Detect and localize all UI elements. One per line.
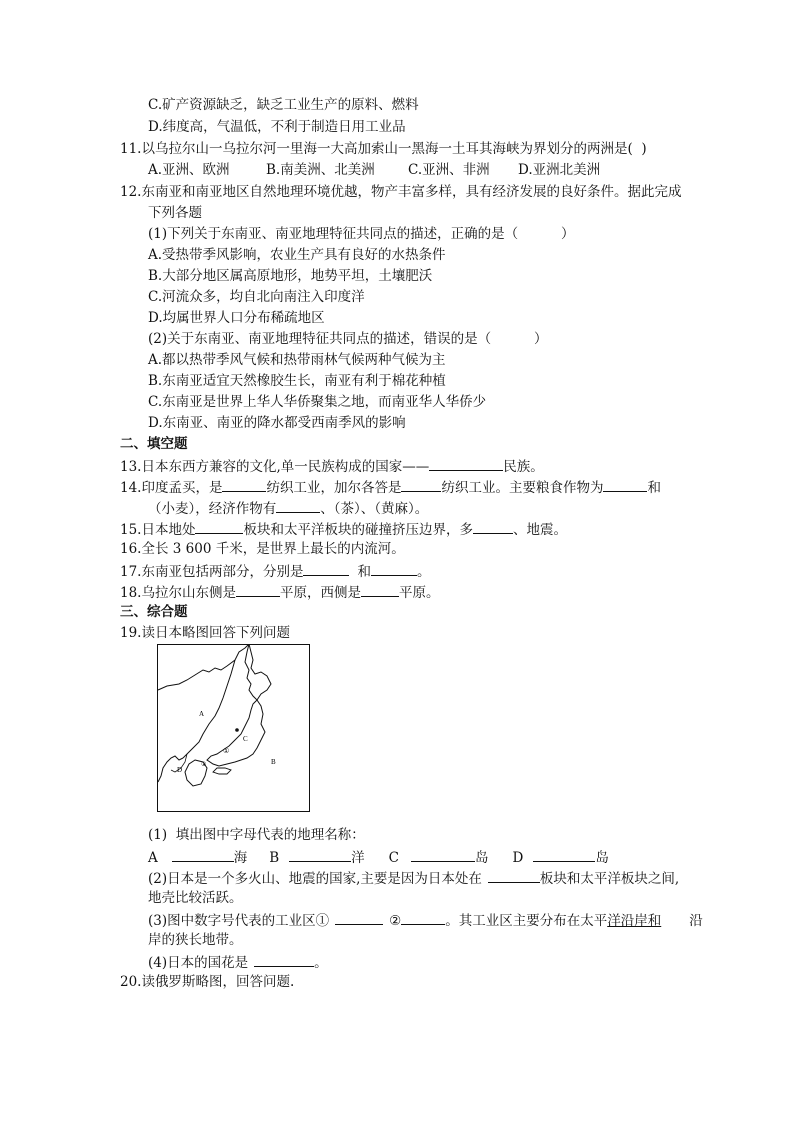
q13-blank[interactable] [429, 456, 503, 471]
map-dot [235, 728, 239, 732]
q12-sub2-option-d: D.东南亚、南亚的降水都受西南季风的影响 [148, 415, 406, 431]
q19-a-letter: A [148, 850, 158, 866]
q19-sub2-line1 [148, 868, 679, 888]
q10-option-c: C.矿产资源缺乏，缺乏工业生产的原料、燃料 [148, 97, 419, 113]
q11-options [148, 161, 600, 179]
q12-stem-line1: 12.东南亚和南亚地区自然地理环境优越，物产丰富多样，具有经济发展的良好条件。据此完成 [120, 184, 682, 200]
q19-sub3-text-2: ② [389, 913, 402, 929]
map-label-1: ① [223, 747, 230, 755]
q19-sub3-blank-2[interactable] [401, 910, 445, 925]
map-label-b: B [271, 758, 276, 766]
q11-option-d: D.亚洲北美洲 [518, 162, 601, 178]
q17-text-3: 。 [416, 564, 431, 580]
q19-sub2-text-1: (2)日本是一个多火山、地震的国家,主要是因为日本处在 [148, 871, 482, 887]
q11-option-a: A.亚洲、欧洲 [148, 162, 230, 178]
q15-text-2: 板块和太平洋板块的碰撞挤压边界，多 [243, 522, 473, 538]
q19-sub2-blank[interactable] [488, 868, 540, 883]
q19-d-blank[interactable] [533, 847, 595, 862]
q19-sub3-blank-1[interactable] [335, 910, 383, 925]
q19-sub4-blank[interactable] [254, 952, 314, 967]
q17-text-1: 17.东南亚包括两部分，分别是 [120, 564, 304, 580]
q12-sub1-option-c: C.河流众多，均自北向南注入印度洋 [148, 289, 365, 305]
map-label-c: C [243, 735, 248, 743]
q19-sub4-text-2: 。 [314, 955, 328, 971]
map-label-a: A [199, 710, 205, 718]
q17-blank-2[interactable] [371, 561, 417, 576]
q15-blank-2[interactable] [473, 519, 513, 534]
q17-blank-1[interactable] [303, 561, 349, 576]
q16: 16.全长 3 600 千米，是世界上最长的内流河。 [120, 541, 405, 557]
q11-option-c: C.亚洲、非洲 [408, 162, 490, 178]
q11-option-b: B.南美洲、北美洲 [266, 162, 375, 178]
q19-sub3-text-5: 沿 [689, 913, 703, 929]
q14-text-6: 、（茶）、（黄麻）。 [320, 501, 429, 517]
q13-pre: 13.日本东西方兼容的文化,单一民族构成的国家—— [120, 459, 430, 475]
q14-line1 [120, 477, 661, 497]
q19-sub4 [148, 952, 328, 972]
section-comprehensive-title: 三、综合题 [120, 604, 188, 620]
q19-sub3-text-1: (3)图中数字号代表的工业区① [148, 913, 330, 929]
q19-sub4-text-1: (4)日本的国花是 [148, 955, 249, 971]
q19-sub2-line2: 地壳比较活跃。 [148, 890, 243, 906]
q14-text-5: （小麦），经济作物有 [148, 501, 277, 517]
q14-line2 [148, 498, 428, 518]
q12-sub1-option-b: B.大部分地区属高原地形，地势平坦，土壤肥沃 [148, 268, 433, 284]
q19-sub3-line1 [148, 910, 703, 930]
q14-blank-4[interactable] [276, 498, 320, 513]
q19-stem: 19.读日本略图回答下列问题 [120, 625, 290, 641]
japan-map-svg [157, 644, 310, 812]
q12-sub1-option-a: A.受热带季风影响，农业生产具有良好的水热条件 [148, 247, 446, 263]
q12-sub1-option-d: D.均属世界人口分布稀疏地区 [148, 310, 325, 326]
q13-post: 民族。 [503, 459, 544, 475]
q19-b-blank[interactable] [289, 847, 351, 862]
q15-text-1: 15.日本地处 [120, 522, 196, 538]
q19-b-letter: B [269, 850, 280, 866]
q17-text-2: 和 [357, 564, 371, 580]
q17 [120, 561, 430, 581]
q19-d-letter: D [512, 850, 524, 866]
q12-stem-line2: 下列各题 [148, 205, 202, 221]
q12-sub1-stem: (1)下列关于东南亚、南亚地理特征共同点的描述，正确的是（ ） [148, 226, 575, 242]
section-fill-in-title: 二、填空题 [120, 436, 188, 452]
q11-stem: 11.以乌拉尔山一乌拉尔河一里海一大高加索山一黑海一土耳其海峡为界划分的两洲是( ) [120, 141, 647, 157]
q14-blank-1[interactable] [222, 477, 266, 492]
q14-text-3: 纺织工业。主要粮食作物为 [441, 480, 604, 496]
q19-sub3-text-4: 洋沿岸和 [607, 913, 662, 929]
q18-text-1: 18.乌拉尔山东侧是 [120, 585, 236, 601]
q14-text-4: 和 [647, 480, 661, 496]
q14-text-1: 14.印度孟买，是 [120, 480, 223, 496]
q12-sub2-option-a: A.都以热带季风气候和热带雨林气候两种气候为主 [148, 352, 446, 368]
q15 [120, 519, 567, 539]
q12-sub2-option-c: C.东南亚是世界上华人华侨聚集之地，而南亚华人华侨少 [148, 394, 487, 410]
q18-blank-1[interactable] [236, 582, 280, 597]
q18-text-2: 平原，西侧是 [279, 585, 361, 601]
q10-option-d: D.纬度高，气温低，不利于制造日用工业品 [148, 119, 406, 135]
q20-stem: 20.读俄罗斯略图，回答问题. [120, 974, 295, 990]
q19-c-letter: C [388, 850, 400, 866]
q18 [120, 582, 439, 602]
map-label-d: D [177, 766, 183, 774]
map-label-2: ② [201, 761, 207, 768]
q19-sub2-text-2: 板块和太平洋板块之间, [539, 871, 680, 887]
q13 [120, 456, 544, 476]
q19-a-unit: 海 [233, 850, 248, 866]
q19-sub1-fill [148, 847, 609, 867]
q19-c-blank[interactable] [411, 847, 475, 862]
japan-sketch-map [157, 644, 310, 812]
q19-d-unit: 岛 [595, 850, 609, 866]
q15-blank-1[interactable] [195, 519, 243, 534]
q18-blank-2[interactable] [361, 582, 399, 597]
q19-sub1-stem: (1) 填出图中字母代表的地理名称： [148, 827, 365, 843]
q14-blank-3[interactable] [603, 477, 647, 492]
q12-sub2-stem: (2)关于东南亚、南亚地理特征共同点的描述，错误的是（ ） [148, 331, 548, 347]
q18-text-3: 平原。 [398, 585, 440, 601]
q19-sub3-line2: 岸的狭长地带。 [148, 932, 243, 948]
q19-a-blank[interactable] [172, 847, 234, 862]
q14-blank-2[interactable] [401, 477, 441, 492]
q14-text-2: 纺织工业，加尔各答是 [266, 480, 402, 496]
q12-sub2-option-b: B.东南亚适宜天然橡胶生长，南亚有利于棉花种植 [148, 373, 446, 389]
q19-sub3-text-3: 。其工业区主要分布在太平 [445, 913, 608, 929]
q19-c-unit: 岛 [475, 850, 489, 866]
q15-text-3: 、地震。 [512, 522, 567, 538]
q19-b-unit: 洋 [351, 850, 365, 866]
